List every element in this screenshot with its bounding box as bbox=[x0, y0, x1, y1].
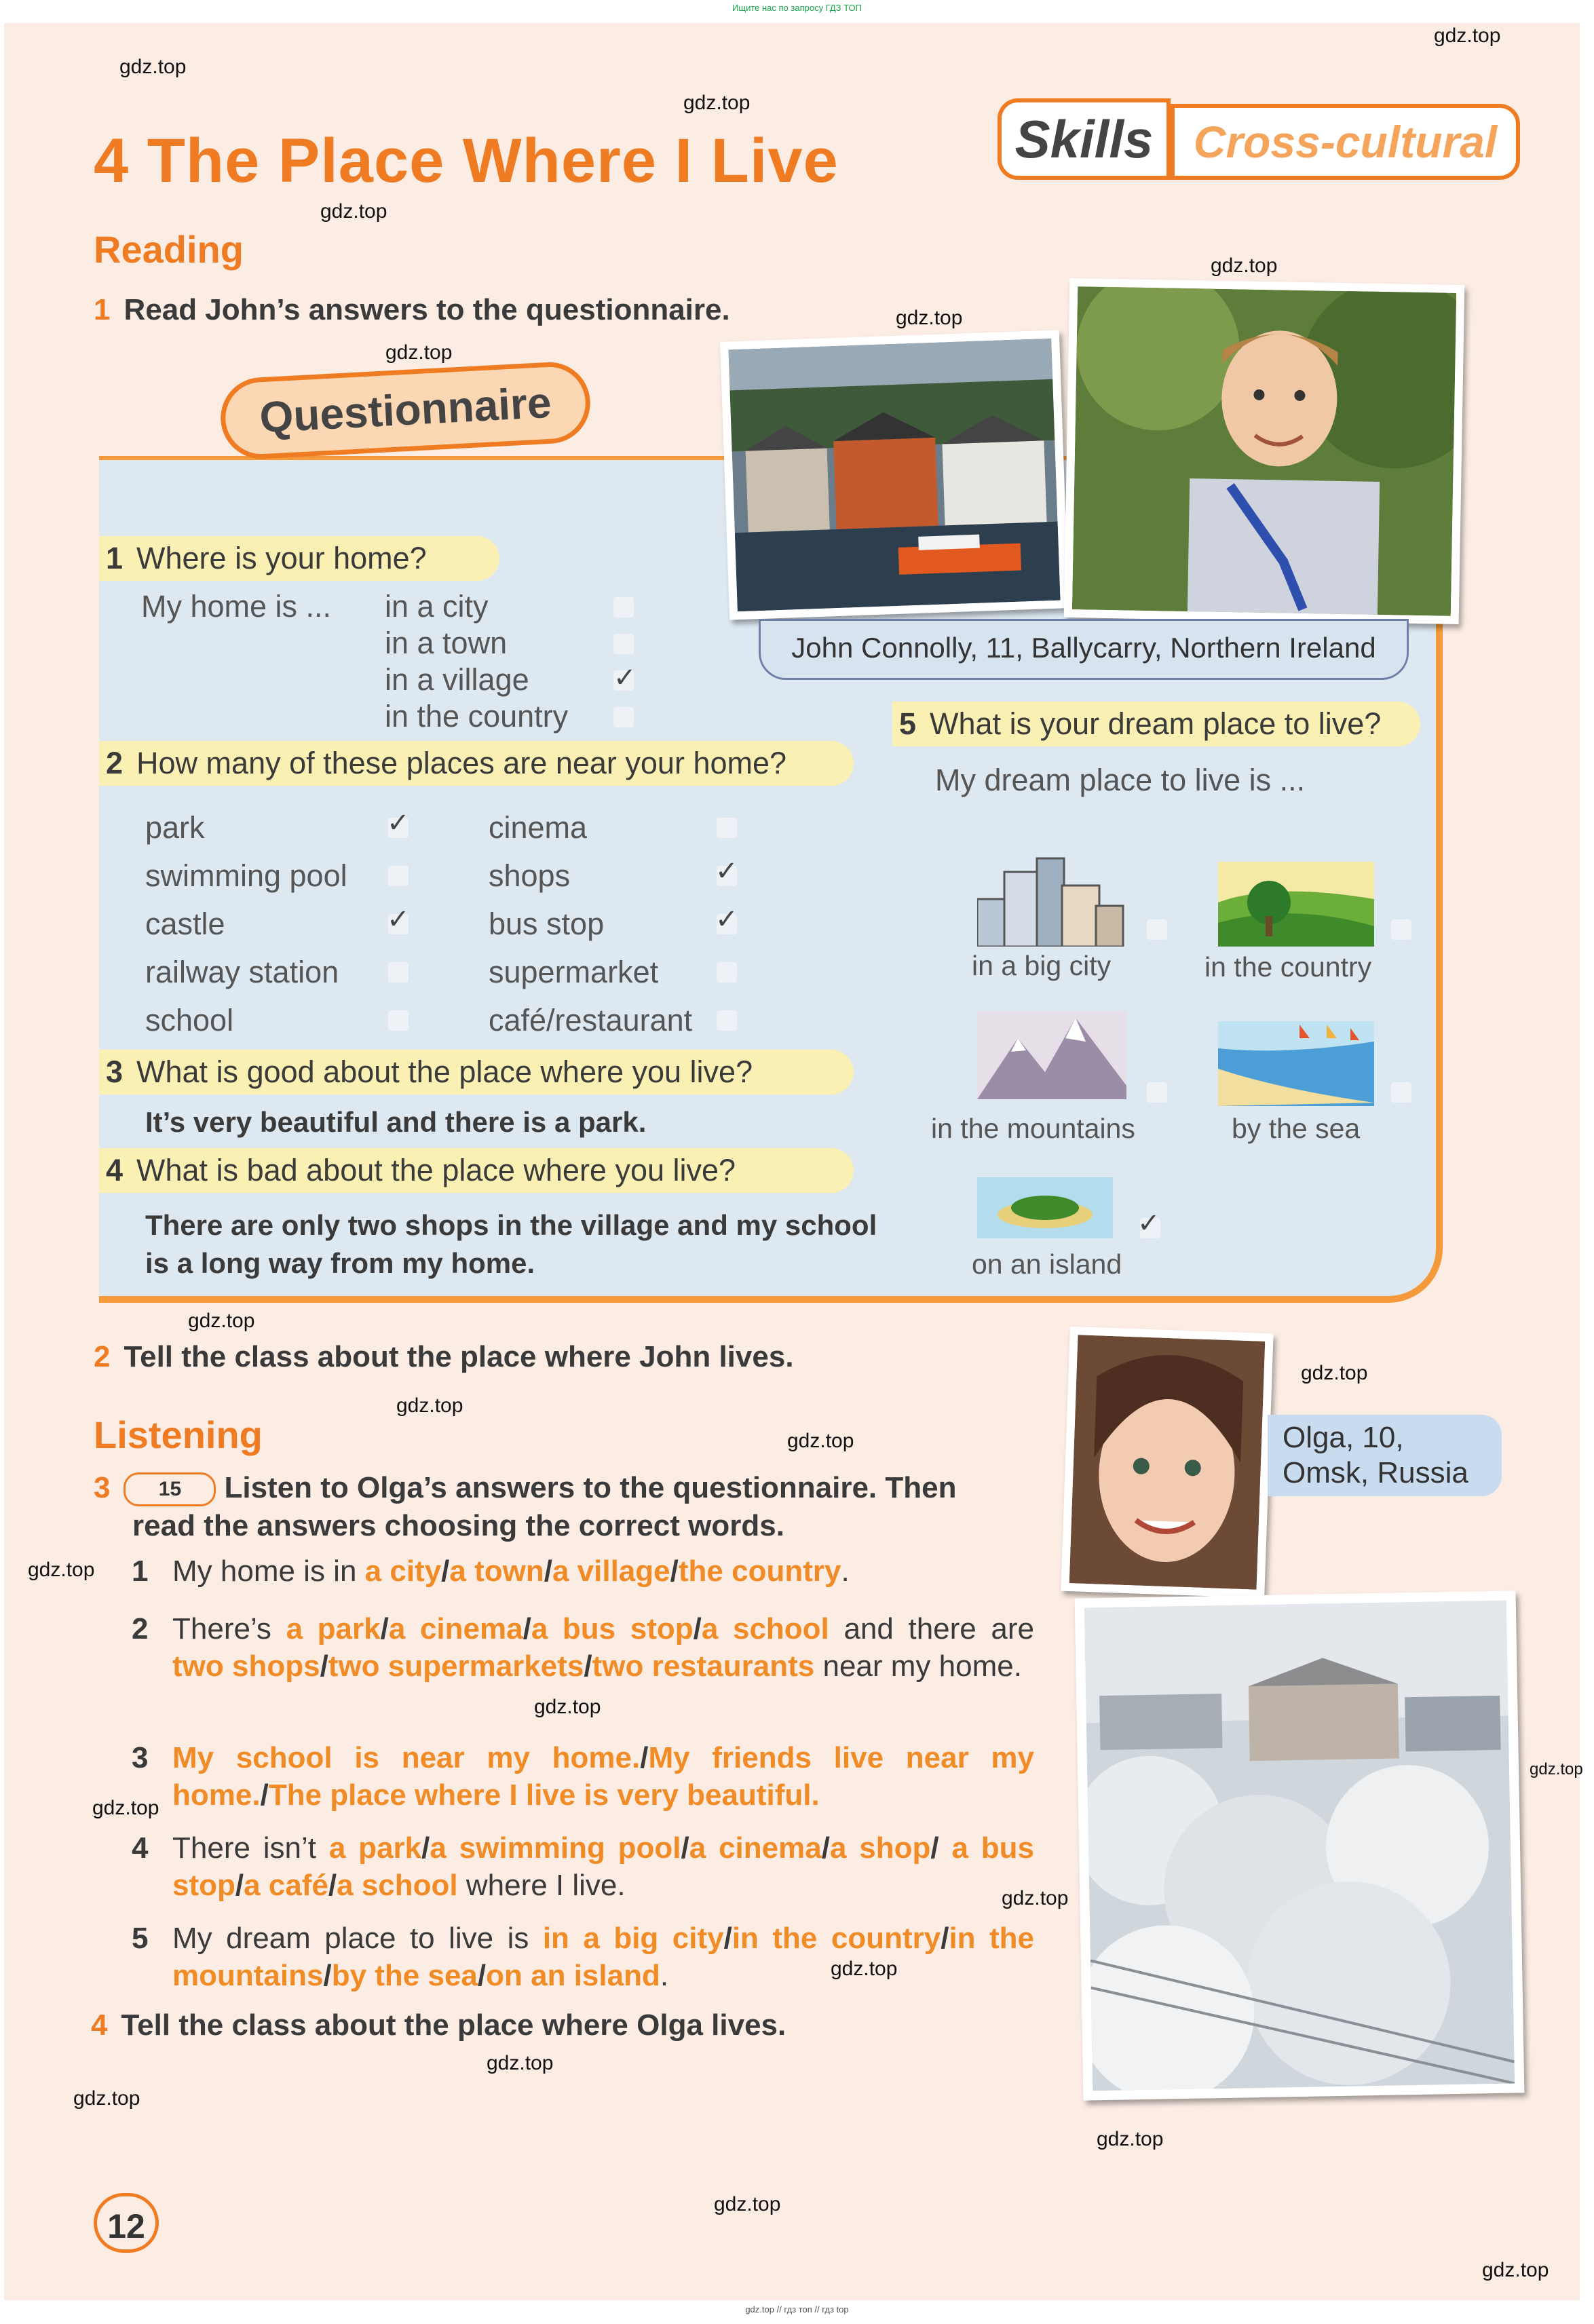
question-1 bbox=[99, 536, 499, 581]
option-in-the-mountains[interactable]: in the bbox=[949, 1922, 1035, 1955]
q2-option: supermarket bbox=[489, 955, 659, 989]
check-icon: ✓ bbox=[715, 856, 738, 886]
village-image bbox=[728, 339, 1060, 611]
checkbox[interactable] bbox=[717, 1010, 737, 1031]
skills-badge bbox=[998, 98, 1540, 187]
omsk-image bbox=[1084, 1601, 1515, 2091]
olga-image bbox=[1069, 1335, 1266, 1589]
watermark: gdz.top bbox=[1434, 24, 1501, 47]
john-photo bbox=[1064, 278, 1465, 624]
q2-option: railway station bbox=[145, 955, 339, 989]
mountains-icon bbox=[977, 1011, 1126, 1103]
q5-option: in the mountains bbox=[931, 1113, 1135, 1144]
q2-option: shops bbox=[489, 858, 571, 893]
task-2 bbox=[94, 1340, 794, 1374]
checkbox[interactable] bbox=[613, 597, 634, 617]
listening-item-5: 5 My dream place to live is in a big city/in the country/in the mountains/by the sea/on an island. bbox=[172, 1920, 1034, 1994]
check-icon: ✓ bbox=[613, 663, 637, 693]
top-banner[interactable]: Ищите нас по запросу ГДЗ ТОП bbox=[732, 3, 862, 13]
item-text: There isn’t bbox=[172, 1831, 317, 1865]
option-a-cinema[interactable]: a cinema bbox=[689, 1831, 822, 1865]
page-number: 12 bbox=[94, 2193, 159, 2253]
olga-caption-line2: Omsk, Russia bbox=[1283, 1456, 1468, 1489]
option-on-an-island[interactable]: on an island bbox=[486, 1959, 660, 1992]
item-text: My dream place to live is bbox=[172, 1922, 529, 1955]
option-two-supermarkets[interactable]: two supermarkets bbox=[328, 1650, 584, 1683]
checkbox[interactable] bbox=[1147, 1082, 1167, 1103]
listening-item-3: 3 My school is near my home./My friends live near my home./The place where I live is very beautiful. bbox=[172, 1739, 1034, 1814]
country-icon bbox=[1218, 862, 1374, 950]
item-text: home. bbox=[938, 1650, 1022, 1683]
option-by-the-sea[interactable]: by the sea bbox=[331, 1959, 478, 1992]
question-number: 3 bbox=[106, 1054, 124, 1089]
task-3 bbox=[94, 1469, 1057, 1545]
option-a-cafe[interactable]: a café bbox=[244, 1869, 328, 1902]
watermark: gdz.top bbox=[534, 1696, 601, 1718]
item-number: 2 bbox=[132, 1612, 149, 1645]
q5-stem: My dream place to live is ... bbox=[935, 763, 1306, 797]
option-place-beautiful[interactable]: The place where I live is very beautiful. bbox=[268, 1778, 820, 1812]
q1-option: in a city bbox=[385, 589, 489, 624]
watermark: gdz.top bbox=[396, 1394, 463, 1417]
task-number: 1 bbox=[94, 293, 111, 326]
watermark: gdz.top bbox=[787, 1430, 854, 1452]
omsk-photo bbox=[1075, 1590, 1525, 2100]
watermark: gdz.top bbox=[896, 307, 963, 329]
checkbox[interactable] bbox=[613, 634, 634, 654]
questionnaire-tab: Questionnaire bbox=[219, 360, 592, 461]
option-a-village[interactable]: a village bbox=[552, 1555, 670, 1588]
q1-option: in the country bbox=[385, 699, 569, 734]
question-number: 5 bbox=[899, 706, 917, 741]
option-in-a-big-city[interactable]: in a big city bbox=[542, 1922, 724, 1955]
q2-option: school bbox=[145, 1003, 234, 1037]
task-text: Tell the class about the place where Olga lives. bbox=[121, 2008, 786, 2042]
option-a-school[interactable]: a school bbox=[337, 1869, 458, 1902]
option-a-city[interactable]: a city bbox=[364, 1555, 442, 1588]
item-text: where I live. bbox=[466, 1869, 626, 1902]
checkbox[interactable] bbox=[613, 707, 634, 727]
check-icon: ✓ bbox=[1137, 1208, 1160, 1238]
watermark: gdz.top bbox=[73, 2087, 140, 2110]
q2-option: castle bbox=[145, 907, 225, 941]
q1-stem: My home is ... bbox=[141, 589, 332, 624]
item-text: There’s bbox=[172, 1612, 271, 1645]
option-a-town[interactable]: a town bbox=[449, 1555, 544, 1588]
task-text: Read John’s answers to the questionnaire. bbox=[124, 293, 730, 326]
task-text: Tell the class about the place where John lives. bbox=[124, 1340, 794, 1373]
question-2 bbox=[99, 741, 854, 786]
watermark: gdz.top bbox=[1530, 1760, 1583, 1778]
q5-option: in the country bbox=[1204, 951, 1372, 983]
item-text: . bbox=[841, 1555, 850, 1588]
task-1 bbox=[94, 293, 730, 327]
question-text: What is bad about the place where you live? bbox=[136, 1153, 736, 1187]
cd-icon[interactable] bbox=[124, 1472, 216, 1506]
option-a-park[interactable]: a park bbox=[286, 1612, 381, 1645]
checkbox[interactable] bbox=[388, 866, 409, 886]
check-icon: ✓ bbox=[387, 904, 410, 934]
watermark: gdz.top bbox=[119, 56, 187, 78]
reading-heading: Reading bbox=[94, 228, 244, 271]
skills-label: Skills bbox=[998, 98, 1171, 180]
checkbox[interactable] bbox=[388, 962, 409, 983]
task-text: Listen to Olga’s answers to the questionnaire. Then bbox=[224, 1471, 957, 1504]
olga-photo bbox=[1061, 1327, 1273, 1598]
watermark: gdz.top bbox=[831, 1958, 898, 1980]
q5-option: on an island bbox=[972, 1249, 1122, 1280]
option-a-cinema[interactable]: a cinema bbox=[388, 1612, 523, 1645]
watermark: gdz.top bbox=[28, 1559, 95, 1581]
task-number: 3 bbox=[94, 1471, 111, 1504]
sea-icon bbox=[1218, 1021, 1374, 1109]
question-text: Where is your home? bbox=[136, 541, 427, 575]
john-image bbox=[1072, 286, 1456, 616]
option-friends-live-near-cont[interactable]: home. bbox=[172, 1778, 261, 1812]
village-photo bbox=[720, 330, 1069, 620]
item-text: . bbox=[660, 1959, 669, 1992]
watermark: gdz.top bbox=[1211, 254, 1278, 277]
option-a-bus-stop[interactable]: a bus stop bbox=[531, 1612, 694, 1645]
q2-option: bus stop bbox=[489, 907, 605, 941]
question-3 bbox=[99, 1050, 854, 1094]
watermark: gdz.top bbox=[1002, 1887, 1069, 1909]
q2-option: park bbox=[145, 810, 205, 845]
option-in-the-mountains-cont[interactable]: mountains bbox=[172, 1959, 324, 1992]
question-4 bbox=[99, 1148, 854, 1193]
watermark: gdz.top bbox=[188, 1310, 255, 1332]
option-a-shop[interactable]: a shop bbox=[829, 1831, 931, 1865]
question-5 bbox=[892, 702, 1420, 746]
watermark: gdz.top bbox=[1301, 1362, 1368, 1384]
q1-option: in a village bbox=[385, 662, 529, 697]
question-number: 2 bbox=[106, 746, 124, 780]
option-in-the-country[interactable]: in the country bbox=[732, 1922, 941, 1955]
q2-option: swimming pool bbox=[145, 858, 347, 893]
q4-answer-line1: There are only two shops in the village and my school bbox=[145, 1209, 877, 1241]
q5-option: by the sea bbox=[1232, 1113, 1361, 1144]
task-number: 2 bbox=[94, 1340, 111, 1373]
watermark: gdz.top bbox=[1482, 2259, 1549, 2281]
option-a-school[interactable]: a school bbox=[701, 1612, 829, 1645]
question-number: 1 bbox=[106, 541, 124, 575]
option-two-restaurants[interactable]: two restaurants bbox=[592, 1650, 815, 1683]
check-icon: ✓ bbox=[715, 904, 738, 934]
island-icon bbox=[977, 1177, 1113, 1242]
checkbox[interactable] bbox=[717, 962, 737, 983]
item-number: 1 bbox=[132, 1555, 149, 1588]
listening-heading: Listening bbox=[94, 1413, 263, 1456]
question-text: How many of these places are near your home? bbox=[136, 746, 787, 780]
q2-option: café/restaurant bbox=[489, 1003, 693, 1037]
olga-caption bbox=[1268, 1415, 1502, 1496]
john-caption: John Connolly, 11, Ballycarry, Northern Ireland bbox=[759, 619, 1409, 680]
option-a-park[interactable]: a park bbox=[328, 1831, 422, 1865]
task-number: 4 bbox=[91, 2008, 108, 2042]
listening-item-4: 4 There isn’t a park/a swimming pool/a cinema/a shop/ a bus stop/a café/a school where I live. bbox=[172, 1829, 1034, 1904]
checkbox[interactable] bbox=[388, 1010, 409, 1031]
watermark: gdz.top bbox=[714, 2193, 781, 2215]
listening-item-2: 2 There’s a park/a cinema/a bus stop/a school and there are two shops/two supermarkets/two restaurants near my home. bbox=[172, 1610, 1034, 1685]
unit-title: 4 The Place Where I Live bbox=[94, 126, 839, 195]
q3-answer: It’s very beautiful and there is a park. bbox=[145, 1106, 647, 1138]
check-icon: ✓ bbox=[387, 808, 410, 838]
q1-option: in a town bbox=[385, 626, 508, 660]
watermark: gdz.top bbox=[487, 2052, 554, 2074]
item-text: and there bbox=[843, 1612, 976, 1645]
question-text: What is your dream place to live? bbox=[930, 706, 1382, 741]
watermark: gdz.top bbox=[385, 341, 453, 364]
question-text: What is good about the place where you live? bbox=[136, 1054, 753, 1089]
bottom-banner[interactable]: gdz.top // гдз топ // гдз top bbox=[745, 2304, 849, 2315]
watermark: gdz.top bbox=[1097, 2128, 1164, 2150]
question-number: 4 bbox=[106, 1153, 124, 1187]
watermark: gdz.top bbox=[92, 1797, 159, 1819]
watermark: gdz.top bbox=[320, 200, 387, 223]
option-two-shops[interactable]: two shops bbox=[172, 1650, 320, 1683]
checkbox[interactable] bbox=[1391, 1082, 1411, 1103]
q2-option: cinema bbox=[489, 810, 588, 845]
skills-type: Cross-cultural bbox=[1171, 104, 1520, 180]
city-icon bbox=[977, 852, 1126, 950]
track-number: 15 bbox=[158, 1478, 182, 1501]
q5-option: in a big city bbox=[972, 950, 1112, 981]
option-the-country[interactable]: the country bbox=[678, 1555, 841, 1588]
item-text: My home is in bbox=[172, 1555, 357, 1588]
task-text: read the answers choosing the correct words. bbox=[132, 1509, 784, 1542]
q4-answer-line2: is a long way from my home. bbox=[145, 1247, 535, 1279]
item-number: 4 bbox=[132, 1831, 149, 1865]
checkbox[interactable] bbox=[1147, 919, 1167, 940]
item-text: are bbox=[991, 1612, 1035, 1645]
option-friends-live-near[interactable]: My friends live near my bbox=[648, 1741, 1034, 1774]
checkbox[interactable] bbox=[1391, 919, 1411, 940]
watermark: gdz.top bbox=[683, 92, 751, 114]
checkbox[interactable] bbox=[717, 818, 737, 838]
item-number: 3 bbox=[132, 1741, 149, 1774]
task-4 bbox=[91, 2008, 786, 2042]
olga-caption-line1: Olga, 10, bbox=[1283, 1421, 1404, 1454]
item-number: 5 bbox=[132, 1922, 149, 1955]
option-a-swimming-pool[interactable]: a swimming pool bbox=[430, 1831, 681, 1865]
option-a-bus-stop[interactable]: a bus stop bbox=[172, 1831, 1034, 1902]
listening-item-1: 1 My home is in a city/a town/a village/the country. bbox=[172, 1552, 1034, 1590]
option-school-near-home[interactable]: My school is near my home. bbox=[172, 1741, 641, 1774]
item-text: near my bbox=[822, 1650, 931, 1683]
